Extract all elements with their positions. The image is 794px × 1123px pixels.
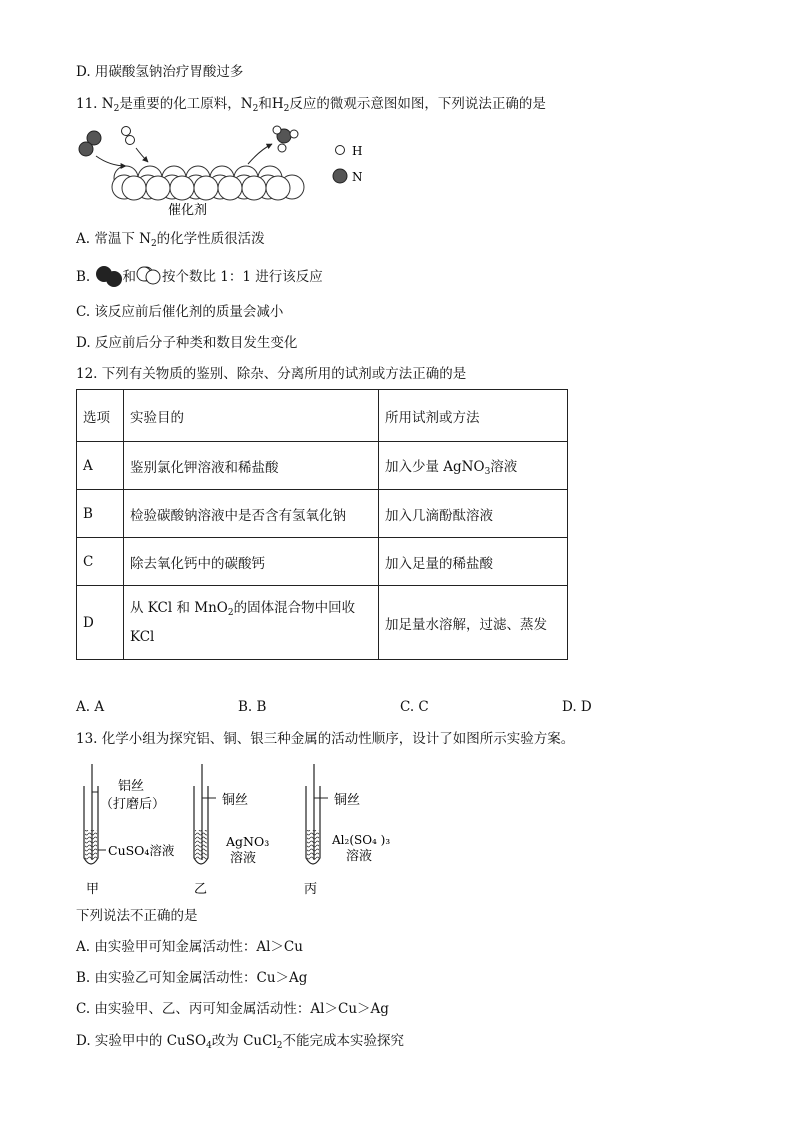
q11-option-c: C. 该反应前后催化剂的质量会减小 <box>76 304 284 320</box>
q12-option-d: D. D <box>562 699 592 715</box>
svg-text:铜丝: 铜丝 <box>222 793 249 808</box>
q11-option-a: A. 常温下 $N_2$的化学性质很活泼 <box>76 231 265 249</box>
nh3-molecule <box>273 126 298 152</box>
svg-text:（打磨后）: （打磨后） <box>100 797 166 812</box>
legend-n-label: N <box>352 170 363 184</box>
q10-option-d: D. 用碳酸氢钠治疗胃酸过多 <box>76 64 244 80</box>
q12-stem: 12. 下列有关物质的鉴别、除杂、分离所用的试剂或方法正确的是 <box>76 366 467 382</box>
legend-h-icon <box>336 146 345 155</box>
test-tube-bing <box>306 764 328 864</box>
svg-text:乙: 乙 <box>194 882 208 897</box>
q13-option-d: D. 实验甲中的 CuSO$_4$改为 CuCl$_2$不能完成本实验探究 <box>76 1033 404 1051</box>
q13-prompt: 下列说法不正确的是 <box>76 908 198 924</box>
svg-text:铜丝: 铜丝 <box>334 793 361 808</box>
q11-option-b: B. 和 按个数比 1：1 进行该反应 <box>76 265 323 287</box>
arrow-in-2 <box>136 148 148 162</box>
table-row: A 鉴别氯化钾溶液和稀盐酸 加入少量 AgNO$_3$溶液 <box>77 442 568 490</box>
h2-molecule <box>122 127 135 145</box>
q12-option-b: B. B <box>238 699 267 715</box>
svg-text:CuSO₄溶液: CuSO₄溶液 <box>108 843 175 858</box>
svg-text:Al₂(SO₄ )₃: Al₂(SO₄ )₃ <box>332 833 391 847</box>
svg-text:甲: 甲 <box>86 882 100 897</box>
q13-option-c: C. 由实验甲、乙、丙可知金属活动性：Al＞Cu＞Ag <box>76 1001 389 1017</box>
table-row: C 除去氧化钙中的碳酸钙 加入足量的稀盐酸 <box>77 538 568 586</box>
catalyst-label: 催化剂 <box>168 203 208 218</box>
header-goal: 实验目的 <box>124 390 379 442</box>
q13-experiment-diagram <box>76 760 416 900</box>
catalyst-surface <box>112 166 304 200</box>
q12-option-c: C. C <box>400 699 429 715</box>
q12-table <box>76 389 568 660</box>
svg-text:溶液: 溶液 <box>230 851 257 866</box>
q13-option-b: B. 由实验乙可知金属活动性：Cu＞Ag <box>76 970 308 986</box>
legend-h-label: H <box>352 144 363 158</box>
table-row: D 从 KCl 和 MnO$_2$的固体混合物中回收 KCl 加足量水溶解，过滤、蒸发 <box>77 586 568 660</box>
legend-n-icon <box>333 169 347 183</box>
h2-icon <box>136 265 162 287</box>
n2-molecule <box>79 131 101 156</box>
q13-stem: 13. 化学小组为探究铝、铜、银三种金属的活动性顺序，设计了如图所示实验方案。 <box>76 731 575 747</box>
svg-text:铝丝: 铝丝 <box>118 779 145 794</box>
q13-option-a: A. 由实验甲可知金属活动性：Al＞Cu <box>76 939 303 955</box>
svg-text:溶液: 溶液 <box>346 849 373 864</box>
svg-text:AgNO₃: AgNO₃ <box>226 834 270 849</box>
test-tube-jia <box>84 764 106 864</box>
arrow-in-1 <box>96 156 126 166</box>
q12-option-a: A. A <box>76 699 105 715</box>
test-tube-yi <box>194 764 216 864</box>
q11-option-d: D. 反应前后分子种类和数目发生变化 <box>76 335 298 351</box>
header-option: 选项 <box>77 390 124 442</box>
header-method: 所用试剂或方法 <box>379 390 568 442</box>
q11-stem: 11. $N_2$是重要的化工原料，$N_2$和$H_2$反应的微观示意图如图，下列说法正确的是 <box>76 96 546 114</box>
arrow-out <box>248 144 272 164</box>
q11-reaction-diagram <box>70 120 390 220</box>
table-header-row <box>77 390 568 442</box>
svg-text:丙: 丙 <box>304 882 318 897</box>
table-row: B 检验碳酸钠溶液中是否含有氢氧化钠 加入几滴酚酞溶液 <box>77 490 568 538</box>
